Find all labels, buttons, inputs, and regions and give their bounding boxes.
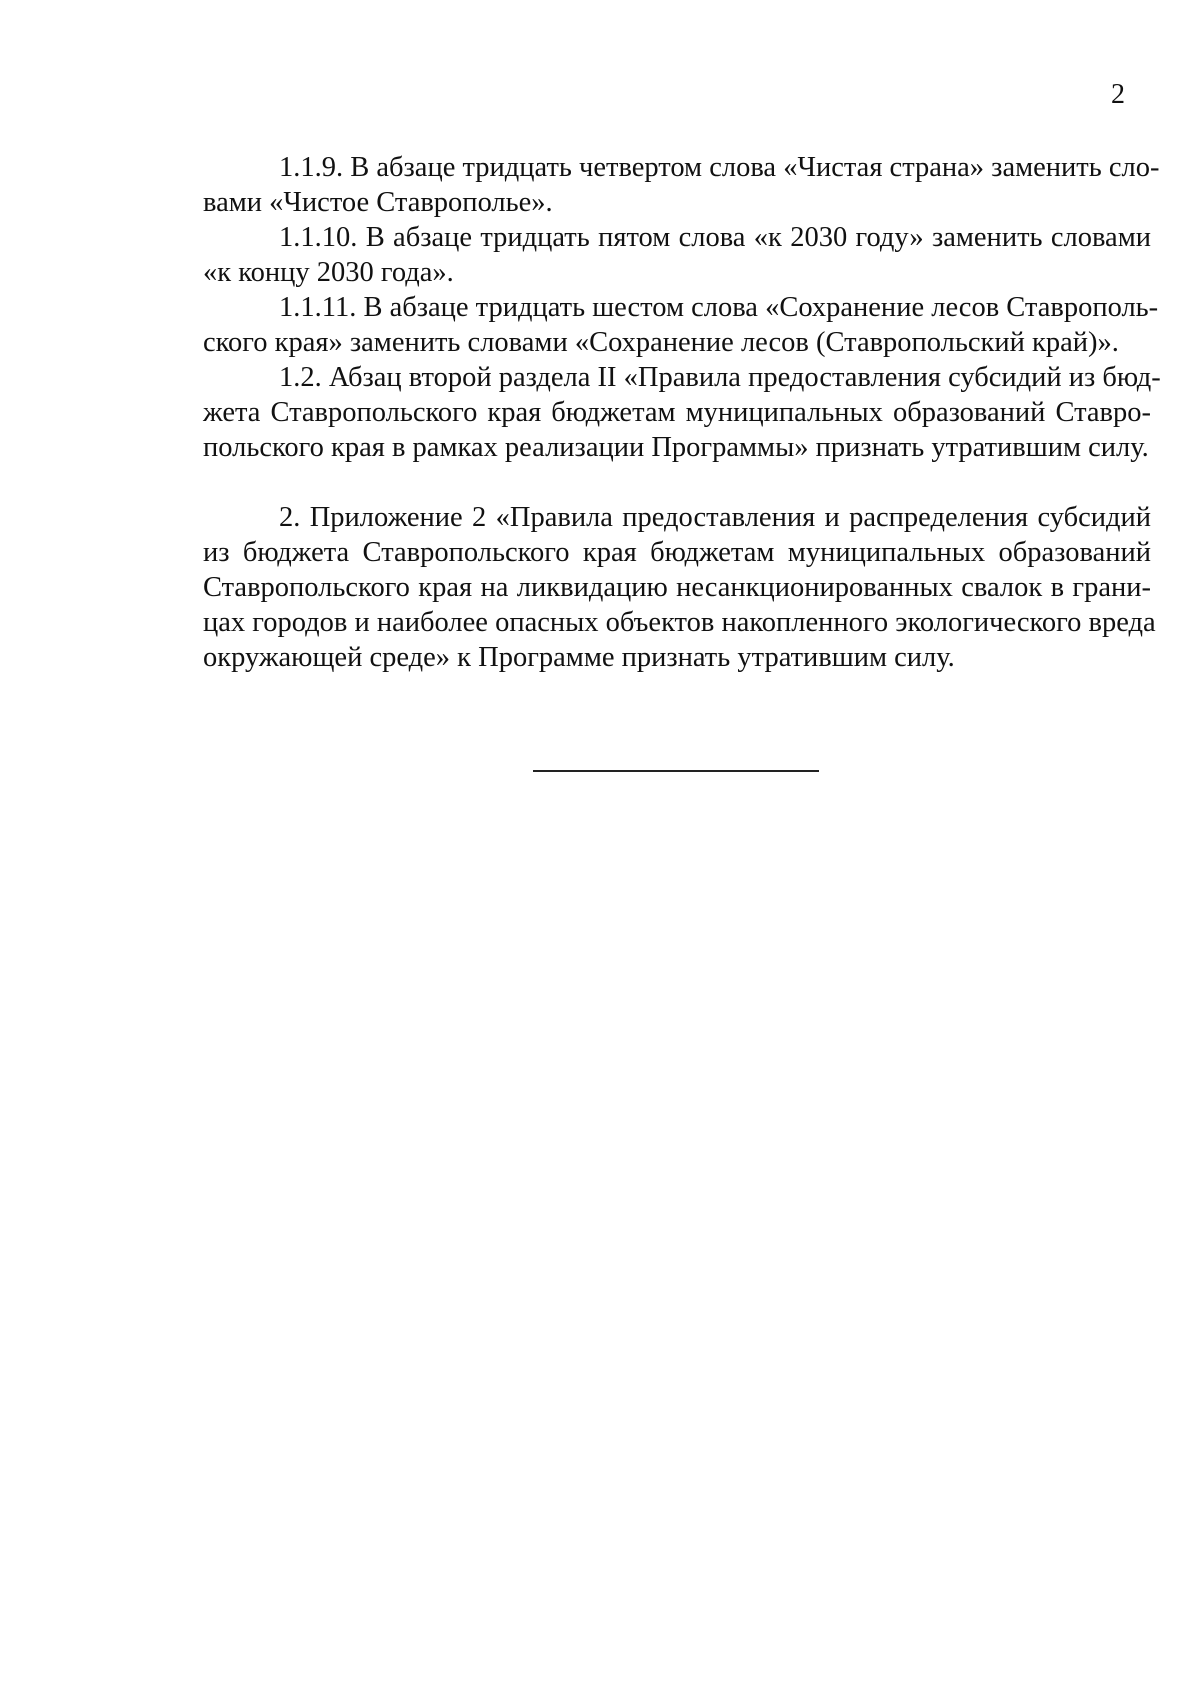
paragraph-line: жета Ставропольского края бюджетам муниципальных образований Ставро- (203, 397, 1151, 428)
paragraph-1-1-9 (203, 150, 1160, 220)
paragraph-line: 1.2. Абзац второй раздела II «Правила предоставления субсидий из бюд- (279, 362, 1161, 393)
paragraph-line: ского края» заменить словами «Сохранение лесов (Ставропольский край)». (203, 327, 1119, 358)
paragraph-1-2 (203, 360, 1161, 465)
paragraph-line: «к концу 2030 года». (203, 257, 454, 288)
paragraph-line: 2. Приложение 2 «Правила предоставления и распределения субсидий (279, 502, 1151, 533)
paragraph-line: 1.1.9. В абзаце тридцать четвертом слова «Чистая страна» заменить сло- (279, 152, 1160, 183)
paragraph-1-1-11 (203, 290, 1159, 360)
end-of-text-rule (533, 770, 819, 772)
paragraph-line: вами «Чистое Ставрополье». (203, 187, 553, 218)
paragraph-1-1-10 (203, 220, 1151, 290)
document-body (203, 150, 1161, 675)
paragraph-2 (203, 500, 1156, 675)
paragraph-line: Ставропольского края на ликвидацию несанкционированных свалок в грани- (203, 572, 1151, 603)
paragraph-line: 1.1.11. В абзаце тридцать шестом слова «Сохранение лесов Ставрополь- (279, 292, 1159, 323)
paragraph-spacer (203, 465, 1151, 500)
paragraph-line: цах городов и наиболее опасных объектов накопленного экологического вреда (203, 607, 1156, 638)
page-number: 2 (1111, 79, 1125, 110)
paragraph-line: 1.1.10. В абзаце тридцать пятом слова «к 2030 году» заменить словами (279, 222, 1151, 253)
paragraph-line: из бюджета Ставропольского края бюджетам муниципальных образований (203, 537, 1151, 568)
paragraph-line: польского края в рамках реализации Программы» признать утратившим силу. (203, 432, 1149, 463)
paragraph-line: окружающей среде» к Программе признать утратившим силу. (203, 642, 955, 673)
